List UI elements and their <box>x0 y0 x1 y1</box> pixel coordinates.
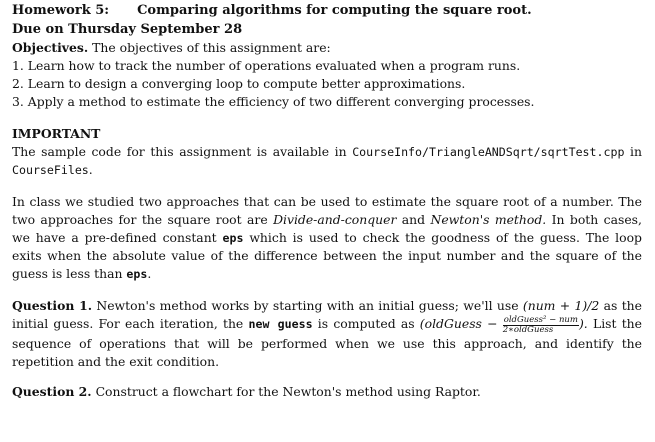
update-fraction: $\frac{\text{oldGuess² − num}}{\text{2∗oldGuess}}$ <box>502 315 578 335</box>
homework-heading: Comparing algorithms for computing the square root. <box>137 3 532 18</box>
method-divide-and-conquer: Divide-and-conquer <box>273 212 397 227</box>
document-page <box>12 2 642 401</box>
intro-paragraph: In class we studied two approaches that can be used to estimate the square root of a number. The two approaches for the square root are Divide-and-conquer and Newton's method. In both cases, we have a pre-defined constant eps which is used to check the goodness of the guess. The loop exits when the absolute value of the difference between the input number and the square of the guess is less than eps. <box>12 194 642 281</box>
objective-item: 1. Learn how to track the number of operations evaluated when a program runs. <box>12 58 521 73</box>
homework-label: Homework 5: <box>12 3 110 18</box>
due-date: Due on Thursday September 28 <box>12 22 243 37</box>
homework-title <box>12 2 642 21</box>
question-2-label: Question 2. <box>12 384 92 399</box>
question-1-label: Question 1. <box>12 298 93 313</box>
course-files-folder: CourseFiles <box>12 163 89 177</box>
question-1: Question 1. Newton's method works by starting with an initial guess; we'll use (num + 1)/2 as the initial guess. For each iteration, the new guess is computed as (oldGuess − $\frac{\text{oldGuess² − num}}{\text{2∗oldGuess}}$ ). List the sequence of operations that will be performed when we use this approach, and identify the repetition and the exit condition. <box>12 298 642 369</box>
objectives-heading: Objectives. <box>12 40 89 55</box>
objectives-intro: The objectives of this assignment are: <box>92 40 331 55</box>
initial-guess-formula: (num + 1)/2 <box>522 298 600 313</box>
new-guess-code: new guess <box>248 317 313 331</box>
important-heading: IMPORTANT <box>12 126 101 141</box>
method-newton: Newton's method. <box>430 212 547 227</box>
objective-item: 2. Learn to design a converging loop to compute better approximations. <box>12 76 466 91</box>
eps-constant: eps <box>222 231 244 245</box>
sample-code-path: CourseInfo/TriangleANDSqrt/sqrtTest.cpp <box>352 145 625 159</box>
objectives-line <box>12 39 642 57</box>
eps-constant: eps <box>126 267 148 281</box>
important-text: The sample code for this assignment is available in CourseInfo/TriangleANDSqrt/sqrtTest.cpp in CourseFiles. <box>12 144 642 177</box>
objective-item: 3. Apply a method to estimate the efficiency of two different converging processes. <box>12 94 535 109</box>
update-formula: (oldGuess − $\frac{\text{oldGuess² − num}}{\text{2∗oldGuess}}$ ). <box>419 315 588 335</box>
question-2: Question 2. Construct a flowchart for the Newton's method using Raptor. <box>12 384 481 399</box>
